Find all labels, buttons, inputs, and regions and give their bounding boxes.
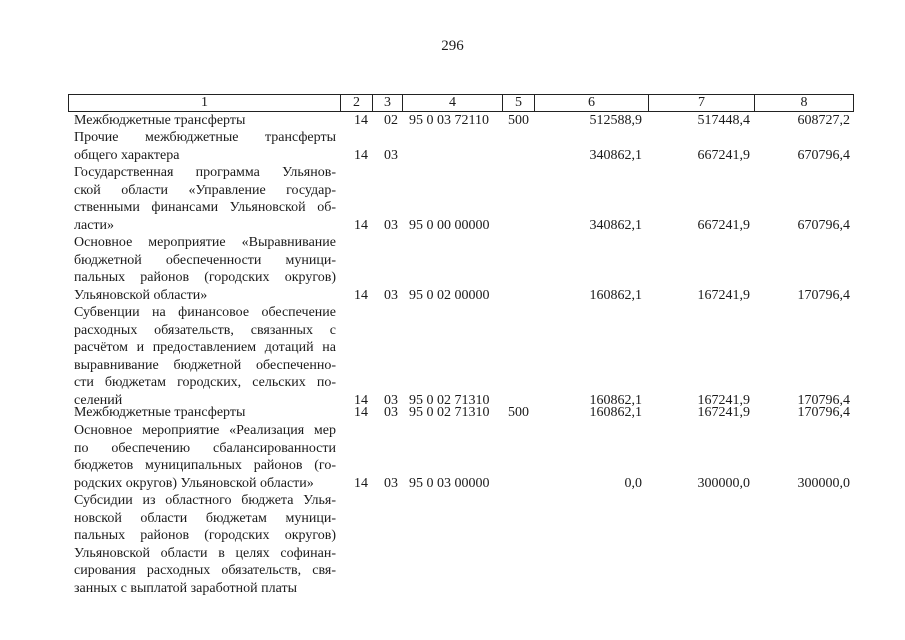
row-name-line: занных с выплатой заработной платы	[74, 580, 297, 596]
table-row	[0, 422, 905, 492]
cell-c6: 160862,1	[589, 287, 642, 303]
cell-c3: 03	[384, 392, 398, 408]
header-col-3: 3	[373, 95, 403, 111]
row-name-line: общего характера	[74, 147, 180, 163]
row-name-line: пальных районов (городских округов)	[74, 528, 336, 543]
table-row	[0, 129, 905, 164]
cell-c3: 02	[384, 113, 398, 128]
cell-c6: 512588,9	[589, 113, 642, 128]
table-row	[0, 404, 905, 422]
cell-c3: 03	[384, 405, 398, 420]
row-name-line: Прочие межбюджетные трансферты	[74, 130, 336, 145]
row-name-line: Основное мероприятие «Выравнивание	[74, 235, 336, 250]
cell-c6: 340862,1	[589, 217, 642, 233]
row-name	[74, 492, 336, 597]
cell-c7: 517448,4	[697, 113, 750, 128]
cell-c8: 608727,2	[797, 113, 850, 128]
cell-c7: 667241,9	[697, 147, 750, 163]
row-name	[74, 404, 336, 422]
row-name-line: родских округов) Ульяновской области»	[74, 475, 314, 491]
row-name-line: по обеспечению сбалансированности	[74, 440, 336, 456]
cell-c6: 160862,1	[589, 392, 642, 408]
cell-c2: 14	[354, 405, 368, 420]
cell-c3: 03	[384, 287, 398, 303]
cell-c2: 14	[354, 147, 368, 163]
cell-c4: 95 0 02 71310	[409, 392, 490, 408]
row-name-line: бюджетов муниципальных районов (го-	[74, 458, 336, 473]
cell-c3: 03	[384, 217, 398, 233]
row-name-line: ласти»	[74, 217, 115, 233]
row-name-line: расчётом и предоставлением дотаций на	[74, 340, 336, 355]
header-col-8: 8	[800, 95, 808, 110]
table-header	[68, 94, 854, 112]
row-name-line: Государственная программа Ульянов-	[74, 165, 336, 180]
cell-c2: 14	[354, 113, 368, 128]
row-name-line: пальных районов (городских округов)	[74, 270, 336, 285]
cell-c7: 667241,9	[697, 217, 750, 233]
row-name-line: выравнивание бюджетной обеспеченно-	[74, 357, 336, 373]
row-name-line: Ульяновской области»	[74, 287, 208, 303]
header-col-7: 7	[649, 95, 755, 111]
cell-c5: 500	[508, 405, 529, 420]
row-name-line: новской области бюджетам муници-	[74, 510, 336, 526]
cell-c2: 14	[354, 392, 368, 408]
cell-c8: 670796,4	[797, 217, 850, 233]
row-name-line: Ульяновской области в целях софинан-	[74, 545, 336, 561]
row-name-line: селений	[74, 392, 123, 408]
row-name-line: расходных обязательств, связанных с	[74, 322, 336, 338]
cell-c2: 14	[354, 287, 368, 303]
header-col-5: 5	[503, 95, 535, 111]
cell-c2: 14	[354, 217, 368, 233]
cell-c5: 500	[508, 113, 529, 128]
row-name	[74, 304, 336, 409]
header-col-1: 1	[69, 95, 341, 111]
cell-c7: 167241,9	[697, 405, 750, 420]
cell-c8: 300000,0	[797, 475, 850, 491]
table-row	[0, 492, 905, 597]
cell-c4: 95 0 00 00000	[409, 217, 490, 233]
cell-c6: 160862,1	[589, 405, 642, 420]
cell-c6: 0,0	[624, 475, 642, 491]
cell-c3: 03	[384, 147, 398, 163]
cell-c4: 95 0 02 00000	[409, 287, 490, 303]
table-row	[0, 304, 905, 409]
row-name-line: сирования расходных обязательств, свя-	[74, 563, 336, 578]
row-name	[74, 129, 336, 164]
row-name-line: бюджетной обеспеченности муници-	[74, 252, 336, 268]
row-name-line: ственными финансами Ульяновской об-	[74, 200, 336, 215]
row-name-line: Субвенции на финансовое обеспечение	[74, 305, 336, 320]
cell-c8: 170796,4	[797, 392, 850, 408]
cell-c7: 167241,9	[697, 287, 750, 303]
cell-c4: 95 0 03 72110	[409, 113, 489, 128]
table-row	[0, 164, 905, 234]
header-col-2: 2	[341, 95, 373, 111]
cell-c4: 95 0 03 00000	[409, 475, 490, 491]
cell-c6: 340862,1	[589, 147, 642, 163]
header-col-4: 4	[403, 95, 503, 111]
row-name-line: Межбюджетные трансферты	[74, 113, 246, 128]
page-number: 296	[441, 38, 464, 54]
cell-c7: 300000,0	[697, 475, 750, 491]
cell-c8: 170796,4	[797, 405, 850, 420]
row-name	[74, 164, 336, 234]
table-row	[0, 112, 905, 130]
cell-c4: 95 0 02 71310	[409, 405, 490, 420]
row-name-line: сти бюджетам городских, сельских по-	[74, 375, 336, 390]
cell-c3: 03	[384, 475, 398, 491]
table-row	[0, 234, 905, 304]
row-name	[74, 234, 336, 304]
row-name-line: ской области «Управление государ-	[74, 182, 336, 198]
cell-c8: 670796,4	[797, 147, 850, 163]
header-col-6: 6	[535, 95, 649, 111]
cell-c7: 167241,9	[697, 392, 750, 408]
row-name	[74, 112, 336, 130]
cell-c8: 170796,4	[797, 287, 850, 303]
row-name	[74, 422, 336, 492]
row-name-line: Межбюджетные трансферты	[74, 405, 246, 420]
row-name-line: Субсидии из областного бюджета Улья-	[74, 493, 336, 508]
cell-c2: 14	[354, 475, 368, 491]
row-name-line: Основное мероприятие «Реализация мер	[74, 423, 336, 438]
